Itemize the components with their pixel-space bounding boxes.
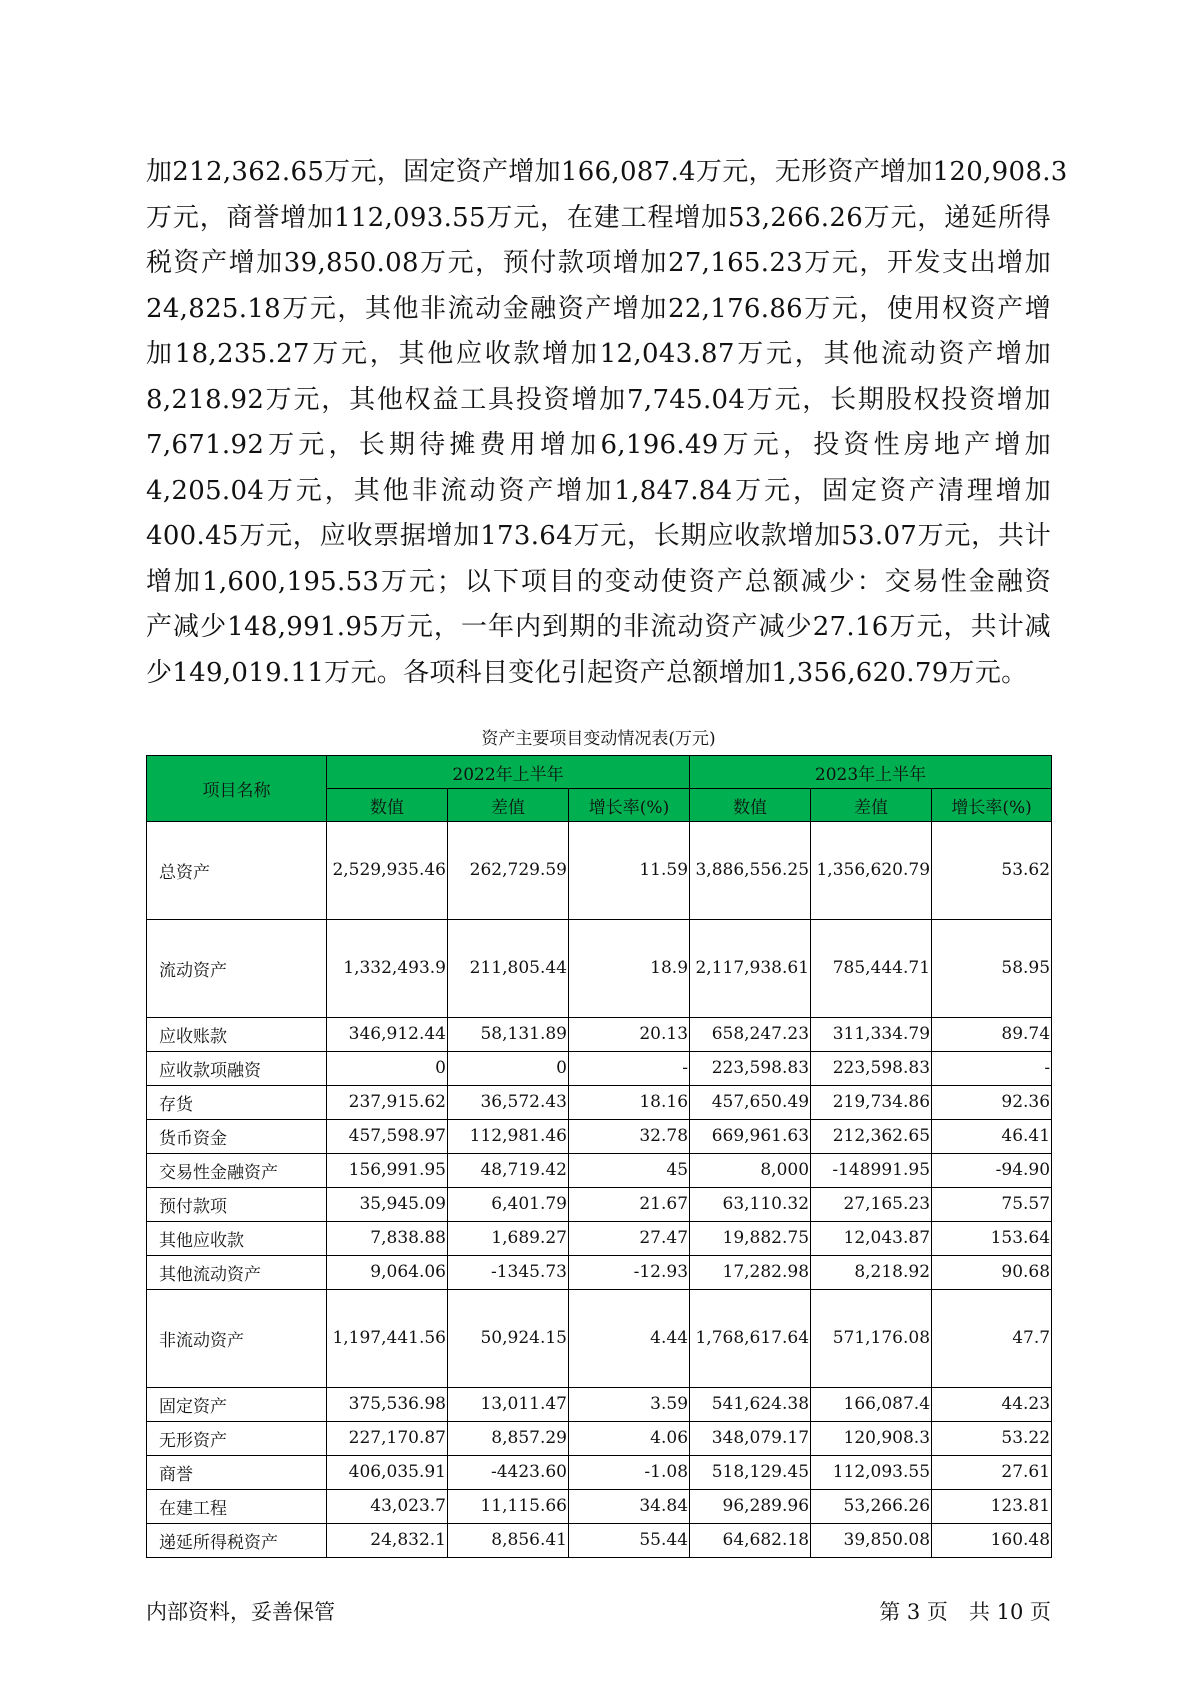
cell-value-2022: 24,832.1 (327, 1524, 448, 1558)
header-period-2023: 2023年上半年 (690, 756, 1052, 789)
cell-value-2022: 43,023.7 (327, 1490, 448, 1524)
cell-value-2023: 2,117,938.61 (690, 920, 811, 1018)
cell-diff-2023: 27,165.23 (811, 1188, 932, 1222)
cell-rate-2023: 53.22 (932, 1422, 1052, 1456)
cell-diff-2022: 50,924.15 (448, 1290, 569, 1388)
table-row (147, 1052, 1052, 1086)
cell-value-2023: 457,650.49 (690, 1086, 811, 1120)
cell-diff-2023: 112,093.55 (811, 1456, 932, 1490)
paragraph-line: 4,205.04万元，其他非流动资产增加1,847.84万元，固定资产清理增加 (146, 475, 1051, 506)
paragraph-line: 8,218.92万元，其他权益工具投资增加7,745.04万元，长期股权投资增加 (146, 384, 1051, 415)
cell-diff-2023: 212,362.65 (811, 1120, 932, 1154)
cell-value-2022: 1,197,441.56 (327, 1290, 448, 1388)
cell-rate-2022: 27.47 (569, 1222, 690, 1256)
paragraph-line: 增加1,600,195.53万元；以下项目的变动使资产总额减少：交易性金融资 (146, 566, 1051, 597)
cell-value-2023: 17,282.98 (690, 1256, 811, 1290)
row-item-name: 其他应收款 (147, 1222, 327, 1256)
header-value: 数值 (327, 789, 448, 822)
cell-diff-2022: 13,011.47 (448, 1388, 569, 1422)
paragraph-line: 加18,235.27万元，其他应收款增加12,043.87万元，其他流动资产增加 (146, 339, 1051, 369)
paragraph-line: 少149,019.11万元。各项科目变化引起资产总额增加1,356,620.79万元。 (146, 657, 1028, 688)
cell-rate-2022: 11.59 (569, 822, 690, 920)
cell-diff-2023: 8,218.92 (811, 1256, 932, 1290)
cell-rate-2023: 47.7 (932, 1290, 1052, 1388)
cell-diff-2022: 58,131.89 (448, 1018, 569, 1052)
cell-diff-2022: 262,729.59 (448, 822, 569, 920)
cell-rate-2023: 75.57 (932, 1188, 1052, 1222)
row-item-name: 递延所得税资产 (147, 1524, 327, 1558)
cell-value-2023: 3,886,556.25 (690, 822, 811, 920)
cell-rate-2023: 46.41 (932, 1120, 1052, 1154)
header-item-name: 项目名称 (147, 756, 327, 822)
cell-diff-2022: -1345.73 (448, 1256, 569, 1290)
cell-rate-2022: 55.44 (569, 1524, 690, 1558)
paragraph-line: 产减少148,991.95万元，一年内到期的非流动资产减少27.16万元，共计减 (146, 612, 1051, 642)
cell-rate-2022: 34.84 (569, 1490, 690, 1524)
cell-value-2022: 156,991.95 (327, 1154, 448, 1188)
cell-rate-2022: 4.06 (569, 1422, 690, 1456)
table-row (147, 1154, 1052, 1188)
cell-value-2022: 457,598.97 (327, 1120, 448, 1154)
cell-rate-2022: - (569, 1052, 690, 1086)
paragraph-line: 400.45万元，应收票据增加173.64万元，长期应收款增加53.07万元，共计 (146, 521, 1051, 551)
table-row (147, 920, 1052, 1018)
table-row (147, 1086, 1052, 1120)
table-row (147, 1018, 1052, 1052)
cell-rate-2023: 44.23 (932, 1388, 1052, 1422)
cell-diff-2022: 6,401.79 (448, 1188, 569, 1222)
table-row (147, 1222, 1052, 1256)
row-item-name: 存货 (147, 1086, 327, 1120)
cell-value-2023: 669,961.63 (690, 1120, 811, 1154)
cell-diff-2022: 48,719.42 (448, 1154, 569, 1188)
cell-value-2023: 541,624.38 (690, 1388, 811, 1422)
cell-rate-2023: 153.64 (932, 1222, 1052, 1256)
header-value: 数值 (690, 789, 811, 822)
cell-value-2022: 227,170.87 (327, 1422, 448, 1456)
cell-value-2022: 0 (327, 1052, 448, 1086)
cell-rate-2023: 27.61 (932, 1456, 1052, 1490)
cell-rate-2023: 89.74 (932, 1018, 1052, 1052)
cell-diff-2023: 166,087.4 (811, 1388, 932, 1422)
cell-value-2022: 2,529,935.46 (327, 822, 448, 920)
header-diff: 差值 (448, 789, 569, 822)
paragraph-line: 万元，商誉增加112,093.55万元，在建工程增加53,266.26万元，递延所得 (146, 202, 1051, 233)
paragraph-line: 7,671.92万元，长期待摊费用增加6,196.49万元，投资性房地产增加 (146, 430, 1051, 460)
header-diff: 差值 (811, 789, 932, 822)
cell-rate-2023: 90.68 (932, 1256, 1052, 1290)
row-item-name: 总资产 (147, 822, 327, 920)
table-row (147, 1422, 1052, 1456)
cell-rate-2022: 4.44 (569, 1290, 690, 1388)
cell-rate-2022: -12.93 (569, 1256, 690, 1290)
table-row (147, 1524, 1052, 1558)
table-row (147, 1290, 1052, 1388)
paragraph-line: 24,825.18万元，其他非流动金融资产增加22,176.86万元，使用权资产增 (146, 293, 1051, 324)
cell-value-2022: 346,912.44 (327, 1018, 448, 1052)
table-row (147, 1188, 1052, 1222)
cell-diff-2022: 0 (448, 1052, 569, 1086)
cell-rate-2022: 21.67 (569, 1188, 690, 1222)
cell-diff-2023: -148991.95 (811, 1154, 932, 1188)
cell-rate-2022: 18.9 (569, 920, 690, 1018)
header-rate: 增长率(%) (932, 789, 1052, 822)
cell-diff-2023: 223,598.83 (811, 1052, 932, 1086)
cell-value-2023: 223,598.83 (690, 1052, 811, 1086)
cell-value-2022: 9,064.06 (327, 1256, 448, 1290)
row-item-name: 货币资金 (147, 1120, 327, 1154)
cell-value-2023: 658,247.23 (690, 1018, 811, 1052)
asset-changes-table (146, 755, 1052, 1558)
cell-value-2023: 1,768,617.64 (690, 1290, 811, 1388)
cell-value-2023: 8,000 (690, 1154, 811, 1188)
cell-rate-2023: 92.36 (932, 1086, 1052, 1120)
row-item-name: 其他流动资产 (147, 1256, 327, 1290)
cell-value-2023: 63,110.32 (690, 1188, 811, 1222)
cell-diff-2023: 120,908.3 (811, 1422, 932, 1456)
table-caption: 资产主要项目变动情况表(万元) (481, 729, 716, 749)
row-item-name: 应收账款 (147, 1018, 327, 1052)
cell-diff-2022: 8,857.29 (448, 1422, 569, 1456)
paragraph-line: 加212,362.65万元，固定资产增加166,087.4万元，无形资产增加120,908.3 (146, 157, 1068, 187)
cell-rate-2022: 45 (569, 1154, 690, 1188)
cell-value-2022: 7,838.88 (327, 1222, 448, 1256)
table-row (147, 1120, 1052, 1154)
table-row (147, 1456, 1052, 1490)
cell-diff-2022: 11,115.66 (448, 1490, 569, 1524)
cell-diff-2023: 571,176.08 (811, 1290, 932, 1388)
cell-diff-2023: 39,850.08 (811, 1524, 932, 1558)
cell-diff-2023: 219,734.86 (811, 1086, 932, 1120)
cell-diff-2022: -4423.60 (448, 1456, 569, 1490)
row-item-name: 非流动资产 (147, 1290, 327, 1388)
cell-value-2022: 406,035.91 (327, 1456, 448, 1490)
table-row (147, 1490, 1052, 1524)
cell-value-2023: 348,079.17 (690, 1422, 811, 1456)
cell-value-2022: 1,332,493.9 (327, 920, 448, 1018)
cell-value-2022: 35,945.09 (327, 1188, 448, 1222)
cell-value-2023: 518,129.45 (690, 1456, 811, 1490)
cell-rate-2023: 53.62 (932, 822, 1052, 920)
cell-value-2023: 19,882.75 (690, 1222, 811, 1256)
cell-rate-2023: - (932, 1052, 1052, 1086)
row-item-name: 预付款项 (147, 1188, 327, 1222)
table-row (147, 822, 1052, 920)
cell-rate-2022: 32.78 (569, 1120, 690, 1154)
cell-value-2023: 96,289.96 (690, 1490, 811, 1524)
cell-diff-2023: 785,444.71 (811, 920, 932, 1018)
cell-rate-2022: 20.13 (569, 1018, 690, 1052)
page-number: 第 3 页 共 10 页 (879, 1600, 1051, 1624)
cell-diff-2023: 12,043.87 (811, 1222, 932, 1256)
cell-rate-2022: 18.16 (569, 1086, 690, 1120)
table-row (147, 1256, 1052, 1290)
cell-diff-2023: 1,356,620.79 (811, 822, 932, 920)
cell-rate-2023: 160.48 (932, 1524, 1052, 1558)
cell-value-2022: 237,915.62 (327, 1086, 448, 1120)
cell-diff-2022: 1,689.27 (448, 1222, 569, 1256)
row-item-name: 交易性金融资产 (147, 1154, 327, 1188)
cell-value-2022: 375,536.98 (327, 1388, 448, 1422)
paragraph-line: 税资产增加39,850.08万元，预付款项增加27,165.23万元，开发支出增加 (146, 248, 1051, 278)
cell-diff-2022: 211,805.44 (448, 920, 569, 1018)
row-item-name: 无形资产 (147, 1422, 327, 1456)
cell-rate-2023: 58.95 (932, 920, 1052, 1018)
cell-rate-2022: -1.08 (569, 1456, 690, 1490)
cell-diff-2023: 311,334.79 (811, 1018, 932, 1052)
cell-rate-2022: 3.59 (569, 1388, 690, 1422)
row-item-name: 在建工程 (147, 1490, 327, 1524)
row-item-name: 固定资产 (147, 1388, 327, 1422)
cell-diff-2022: 112,981.46 (448, 1120, 569, 1154)
body-paragraph (146, 150, 1068, 696)
row-item-name: 流动资产 (147, 920, 327, 1018)
footer-note: 内部资料，妥善保管 (146, 1600, 335, 1624)
cell-value-2023: 64,682.18 (690, 1524, 811, 1558)
header-rate: 增长率(%) (569, 789, 690, 822)
table-row (147, 1388, 1052, 1422)
row-item-name: 商誉 (147, 1456, 327, 1490)
cell-rate-2023: 123.81 (932, 1490, 1052, 1524)
cell-diff-2023: 53,266.26 (811, 1490, 932, 1524)
header-period-2022: 2022年上半年 (327, 756, 690, 789)
row-item-name: 应收款项融资 (147, 1052, 327, 1086)
cell-rate-2023: -94.90 (932, 1154, 1052, 1188)
cell-diff-2022: 36,572.43 (448, 1086, 569, 1120)
cell-diff-2022: 8,856.41 (448, 1524, 569, 1558)
